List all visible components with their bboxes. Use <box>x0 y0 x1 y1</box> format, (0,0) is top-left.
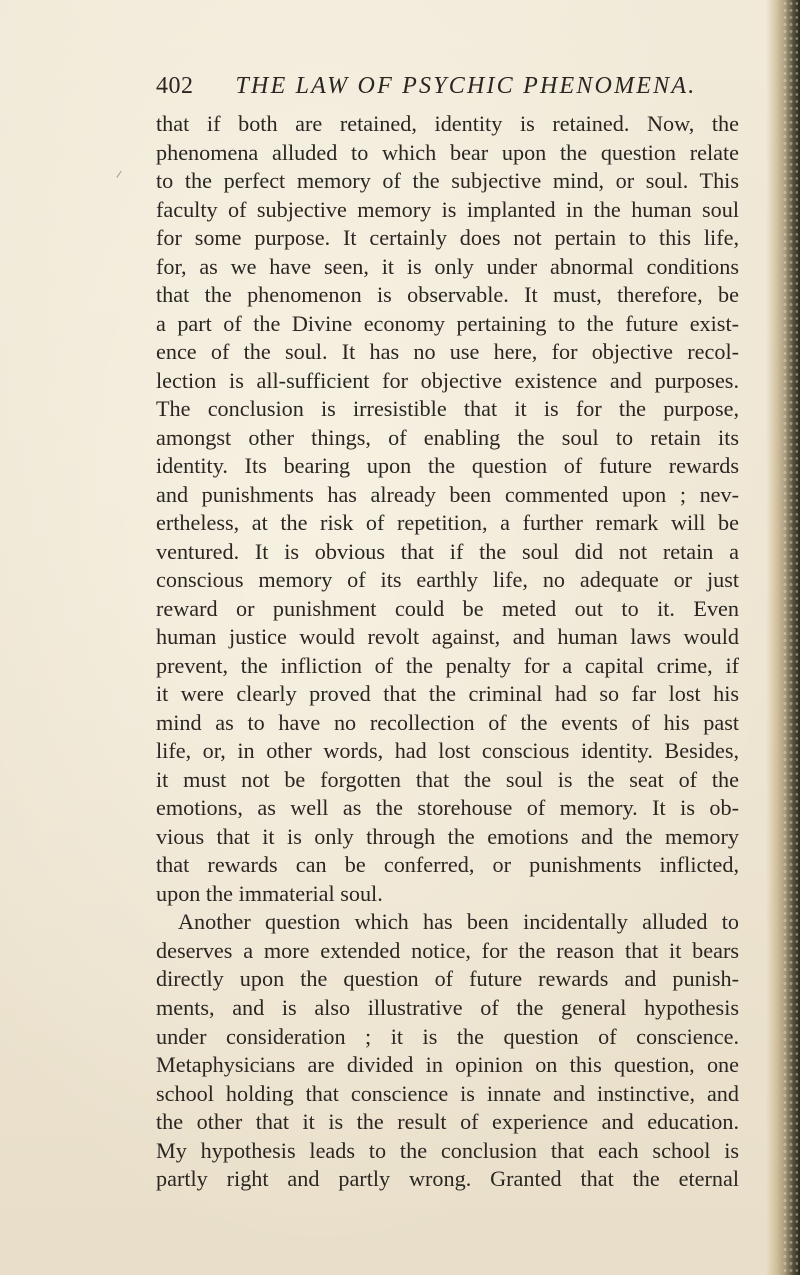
running-title: THE LAW OF PSYCHIC PHENOMENA. <box>235 73 697 99</box>
text-line: My hypothesis leads to the conclusion that each school is <box>156 1137 739 1163</box>
pencil-mark <box>116 171 126 182</box>
text-line: under consideration ; it is the question of conscience. <box>156 1023 739 1049</box>
text-line: it were clearly proved that the criminal had so far lost his <box>156 681 739 707</box>
text-line: conscious memory of its earthly life, no adequate or just <box>156 567 739 593</box>
text-line: human justice would revolt against, and human laws would <box>156 624 739 650</box>
text-line: ventured. It is obvious that if the soul did not retain a <box>156 538 739 564</box>
text-line: that if both are retained, identity is retained. Now, the <box>156 111 739 136</box>
text-line: deserves a more extended notice, for the reason that it bears <box>156 937 739 963</box>
text-line: phenomena alluded to which bear upon the question relate <box>156 139 739 165</box>
text-line: upon the immaterial soul. <box>156 880 383 906</box>
text-line: that the phenomenon is observable. It must, therefore, be <box>156 282 739 308</box>
page-header <box>156 66 716 106</box>
text-line: to the perfect memory of the subjective mind, or soul. This <box>156 168 739 194</box>
text-line: the other that it is the result of experience and education. <box>156 1109 739 1135</box>
text-line: it must not be forgotten that the soul is the seat of the <box>156 766 739 792</box>
text-line: reward or punishment could be meted out to it. Even <box>156 595 739 621</box>
text-line: emotions, as well as the storehouse of memory. It is ob- <box>156 795 739 821</box>
text-line: ertheless, at the risk of repetition, a further remark will be <box>156 510 739 536</box>
text-line: The conclusion is irresistible that it is for the purpose, <box>156 396 739 422</box>
body-text <box>156 110 739 1194</box>
page-number: 402 <box>156 73 194 99</box>
text-line: mind as to have no recollection of the events of his past <box>156 709 739 735</box>
text-line: school holding that conscience is innate and instinctive, and <box>156 1080 739 1106</box>
text-line: lection is all-sufficient for objective existence and purposes. <box>156 367 739 393</box>
text-line: that rewards can be conferred, or punishments inflicted, <box>156 852 739 878</box>
text-line: life, or, in other words, had lost conscious identity. Besides, <box>156 738 739 764</box>
text-line: Metaphysicians are divided in opinion on this question, one <box>156 1052 739 1078</box>
text-line: prevent, the infliction of the penalty for a capital crime, if <box>156 652 739 678</box>
text-line: directly upon the question of future rewards and punish- <box>156 966 739 992</box>
text-line: partly right and partly wrong. Granted that the eternal <box>156 1166 739 1192</box>
text-line: for, as we have seen, it is only under abnormal conditions <box>156 253 739 279</box>
text-line: for some purpose. It certainly does not pertain to this life, <box>156 225 739 251</box>
text-line: Another question which has been incidentally alluded to <box>178 909 739 935</box>
text-line: ments, and is also illustrative of the general hypothesis <box>156 994 739 1020</box>
text-line: identity. Its bearing upon the question of future rewards <box>156 453 739 479</box>
text-line: and punishments has already been commented upon ; nev- <box>156 481 739 507</box>
text-line: amongst other things, of enabling the soul to retain its <box>156 424 739 450</box>
text-line: vious that it is only through the emotions and the memory <box>156 823 739 849</box>
text-line: a part of the Divine economy pertaining to the future exist- <box>156 310 739 336</box>
page-edge-texture <box>782 0 798 1275</box>
text-line: ence of the soul. It has no use here, for objective recol- <box>156 339 739 365</box>
text-line: faculty of subjective memory is implanted in the human soul <box>156 196 739 222</box>
